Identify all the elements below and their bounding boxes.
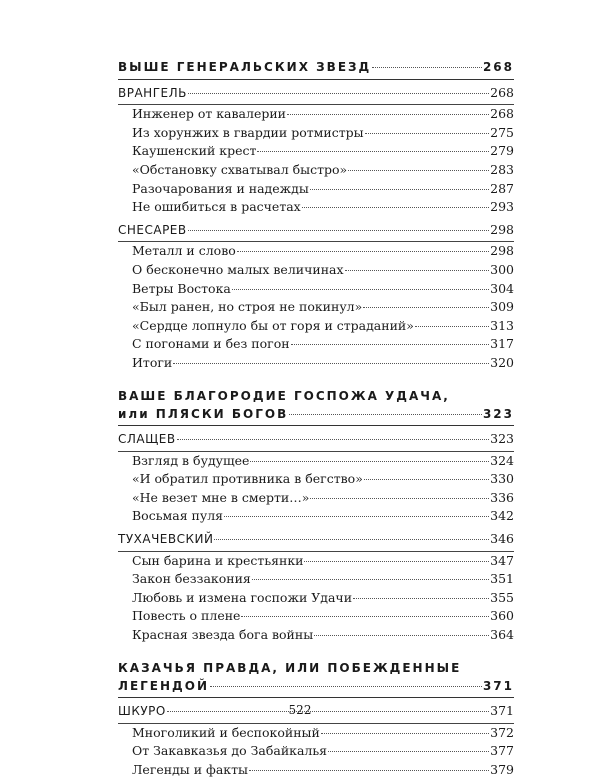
dot-leader xyxy=(224,516,489,517)
chapter-entry-title: «И обратил противника в бегство» xyxy=(132,471,363,487)
dot-leader xyxy=(321,733,489,734)
chapter-list xyxy=(118,724,514,780)
dot-leader xyxy=(364,479,489,480)
chapter-entry[interactable] xyxy=(132,507,514,526)
section-entry[interactable] xyxy=(118,84,514,103)
chapter-entry-page: 347 xyxy=(490,552,514,568)
dot-leader xyxy=(348,170,489,171)
chapter-entry-title: Металл и слово xyxy=(132,243,236,259)
chapter-entry-page: 355 xyxy=(490,589,514,605)
chapter-entry-page: 379 xyxy=(490,762,514,777)
chapter-entry-page: 287 xyxy=(490,180,514,196)
part-heading-entry[interactable] xyxy=(118,405,514,424)
page-number: 522 xyxy=(288,703,312,717)
chapter-entry-title: Сын барина и крестьянки xyxy=(132,552,304,568)
dot-leader xyxy=(188,93,489,94)
part-heading-entry-title: или ПЛЯСКИ БОГОВ xyxy=(118,406,289,421)
chapter-entry[interactable] xyxy=(132,470,514,489)
chapter-entry-title: «Сердце лопнуло бы от горя и страданий» xyxy=(132,317,414,333)
chapter-entry[interactable] xyxy=(132,261,514,280)
chapter-entry[interactable] xyxy=(132,242,514,261)
section-heading xyxy=(118,430,514,452)
dot-leader xyxy=(310,498,489,499)
chapter-entry[interactable] xyxy=(132,180,514,199)
section-entry[interactable] xyxy=(118,221,514,240)
chapter-entry-page: 293 xyxy=(490,199,514,215)
part-heading-entry-page: 323 xyxy=(482,406,514,421)
chapter-entry-page: 298 xyxy=(490,243,514,259)
chapter-entry-page: 275 xyxy=(490,124,514,140)
dot-leader xyxy=(304,561,489,562)
section-entry-title: ТУХАЧЕВСКИЙ xyxy=(118,532,214,547)
chapter-entry-page: 300 xyxy=(490,261,514,277)
chapter-entry-title: Из хорунжих в гвардии ротмистры xyxy=(132,124,364,140)
dot-leader xyxy=(287,114,489,115)
part-heading-entry-page: 268 xyxy=(482,60,514,74)
chapter-entry[interactable] xyxy=(132,626,514,645)
chapter-list xyxy=(118,105,514,217)
chapter-entry-page: 320 xyxy=(490,354,514,370)
section-entry-title: СЛАЩЕВ xyxy=(118,432,176,447)
dot-leader xyxy=(328,751,489,752)
toc-section xyxy=(118,430,514,526)
chapter-entry-title: «Обстановку схватывал быстро» xyxy=(132,161,348,177)
section-entry-title: ШКУРО xyxy=(118,704,166,719)
chapter-entry[interactable] xyxy=(132,607,514,626)
dot-leader xyxy=(415,326,489,327)
dot-leader xyxy=(291,344,490,345)
chapter-entry[interactable] xyxy=(132,142,514,161)
chapter-entry-title: Итоги xyxy=(132,354,173,370)
chapter-entry-page: 324 xyxy=(490,452,514,468)
dot-leader xyxy=(232,289,489,290)
toc-part xyxy=(118,387,514,645)
chapter-entry-page: 330 xyxy=(490,471,514,487)
dot-leader xyxy=(249,770,489,771)
toc-part xyxy=(118,58,514,373)
chapter-entry-title: «Не везет мне в смерти…» xyxy=(132,489,310,505)
chapter-entry-title: Каушенский крест xyxy=(132,143,257,159)
chapter-list xyxy=(118,452,514,526)
chapter-entry[interactable] xyxy=(132,552,514,571)
chapter-entry-page: 342 xyxy=(490,508,514,524)
chapter-entry-page: 279 xyxy=(490,143,514,159)
dot-leader xyxy=(372,67,482,68)
part-title-line1: ВАШЕ БЛАГОРОДИЕ ГОСПОЖА УДАЧА, xyxy=(118,388,450,403)
dot-leader xyxy=(345,270,490,271)
table-of-contents xyxy=(118,58,514,780)
chapter-entry-title: Легенды и факты xyxy=(132,762,248,777)
chapter-entry-page: 268 xyxy=(490,106,514,122)
section-entry-page: 298 xyxy=(490,221,514,237)
toc-section xyxy=(118,221,514,373)
dot-leader xyxy=(237,251,489,252)
section-entry[interactable] xyxy=(118,430,514,449)
chapter-entry[interactable] xyxy=(132,317,514,336)
chapter-entry-page: 304 xyxy=(490,280,514,296)
section-heading xyxy=(118,530,514,552)
section-entry-page: 346 xyxy=(490,531,514,547)
chapter-entry[interactable] xyxy=(132,742,514,761)
dot-leader xyxy=(363,307,489,308)
chapter-entry-title: Повесть о плене xyxy=(132,608,241,624)
dot-leader xyxy=(188,230,490,231)
dot-leader xyxy=(250,461,489,462)
section-entry-page: 323 xyxy=(490,431,514,447)
chapter-entry[interactable] xyxy=(132,198,514,217)
chapter-entry[interactable] xyxy=(132,105,514,124)
chapter-list xyxy=(118,552,514,645)
chapter-entry-title: Ветры Востока xyxy=(132,280,231,296)
part-title[interactable] xyxy=(118,659,514,699)
part-heading-entry[interactable] xyxy=(118,58,514,77)
chapter-entry[interactable] xyxy=(132,724,514,743)
chapter-entry-page: 364 xyxy=(490,627,514,643)
chapter-entry-page: 283 xyxy=(490,161,514,177)
toc-section xyxy=(118,530,514,645)
dot-leader xyxy=(310,189,489,190)
chapter-entry-title: Любовь и измена госпожи Удачи xyxy=(132,589,353,605)
chapter-entry-page: 377 xyxy=(490,743,514,759)
dot-leader xyxy=(252,579,489,580)
section-entry[interactable] xyxy=(118,530,514,549)
chapter-entry-title: «Был ранен, но строя не покинул» xyxy=(132,299,363,315)
chapter-entry-title: Инженер от кавалерии xyxy=(132,106,287,122)
chapter-entry[interactable] xyxy=(132,335,514,354)
chapter-list xyxy=(118,242,514,372)
chapter-entry-title: Не ошибиться в расчетах xyxy=(132,199,301,215)
dot-leader xyxy=(173,363,489,364)
part-heading-entry-page: 371 xyxy=(482,678,514,693)
chapter-entry-title: Закон беззакония xyxy=(132,571,251,587)
dot-leader xyxy=(210,686,482,687)
chapter-entry-title: О бесконечно малых величинах xyxy=(132,261,344,277)
chapter-entry-page: 313 xyxy=(490,317,514,333)
dot-leader xyxy=(214,539,489,540)
section-heading xyxy=(118,84,514,106)
chapter-entry-page: 336 xyxy=(490,489,514,505)
chapter-entry-title: Разочарования и надежды xyxy=(132,180,309,196)
toc-part xyxy=(118,659,514,780)
part-title[interactable] xyxy=(118,387,514,427)
chapter-entry[interactable] xyxy=(132,298,514,317)
chapter-entry-page: 372 xyxy=(490,724,514,740)
dot-leader xyxy=(177,439,490,440)
dot-leader xyxy=(302,207,489,208)
section-heading xyxy=(118,221,514,243)
chapter-entry-title: От Закавказья до Забайкалья xyxy=(132,743,328,759)
chapter-entry[interactable] xyxy=(132,589,514,608)
section-entry-page: 268 xyxy=(490,84,514,100)
chapter-entry-title: Красная звезда бога войны xyxy=(132,627,314,643)
dot-leader xyxy=(353,598,489,599)
part-heading-entry[interactable] xyxy=(118,677,514,696)
chapter-entry[interactable] xyxy=(132,124,514,143)
dot-leader xyxy=(257,151,489,152)
chapter-entry-title: Взгляд в будущее xyxy=(132,452,250,468)
chapter-entry[interactable] xyxy=(132,161,514,180)
section-entry-page: 371 xyxy=(490,703,514,719)
chapter-entry[interactable] xyxy=(132,280,514,299)
part-title[interactable] xyxy=(118,58,514,80)
chapter-entry[interactable] xyxy=(132,452,514,471)
dot-leader xyxy=(314,635,489,636)
part-heading-entry-title: ВЫШЕ ГЕНЕРАЛЬСКИХ ЗВЕЗД xyxy=(118,60,372,74)
dot-leader xyxy=(241,616,489,617)
chapter-entry-title: С погонами и без погон xyxy=(132,336,290,352)
chapter-entry[interactable] xyxy=(132,354,514,373)
chapter-entry[interactable] xyxy=(132,761,514,780)
dot-leader xyxy=(365,133,490,134)
chapter-entry[interactable] xyxy=(132,489,514,508)
part-heading-entry-title: ЛЕГЕНДОЙ xyxy=(118,678,209,693)
chapter-entry-page: 309 xyxy=(490,299,514,315)
chapter-entry[interactable] xyxy=(132,570,514,589)
section-entry-title: ВРАНГЕЛЬ xyxy=(118,85,187,100)
chapter-entry-page: 317 xyxy=(490,336,514,352)
chapter-entry-page: 351 xyxy=(490,571,514,587)
chapter-entry-page: 360 xyxy=(490,608,514,624)
part-title-line1: КАЗАЧЬЯ ПРАВДА, ИЛИ ПОБЕЖДЕННЫЕ xyxy=(118,660,462,675)
chapter-entry-title: Многоликий и беспокойный xyxy=(132,724,320,740)
section-entry-title: СНЕСАРЕВ xyxy=(118,222,187,237)
dot-leader xyxy=(289,414,482,415)
chapter-entry-title: Восьмая пуля xyxy=(132,508,224,524)
toc-section xyxy=(118,84,514,217)
